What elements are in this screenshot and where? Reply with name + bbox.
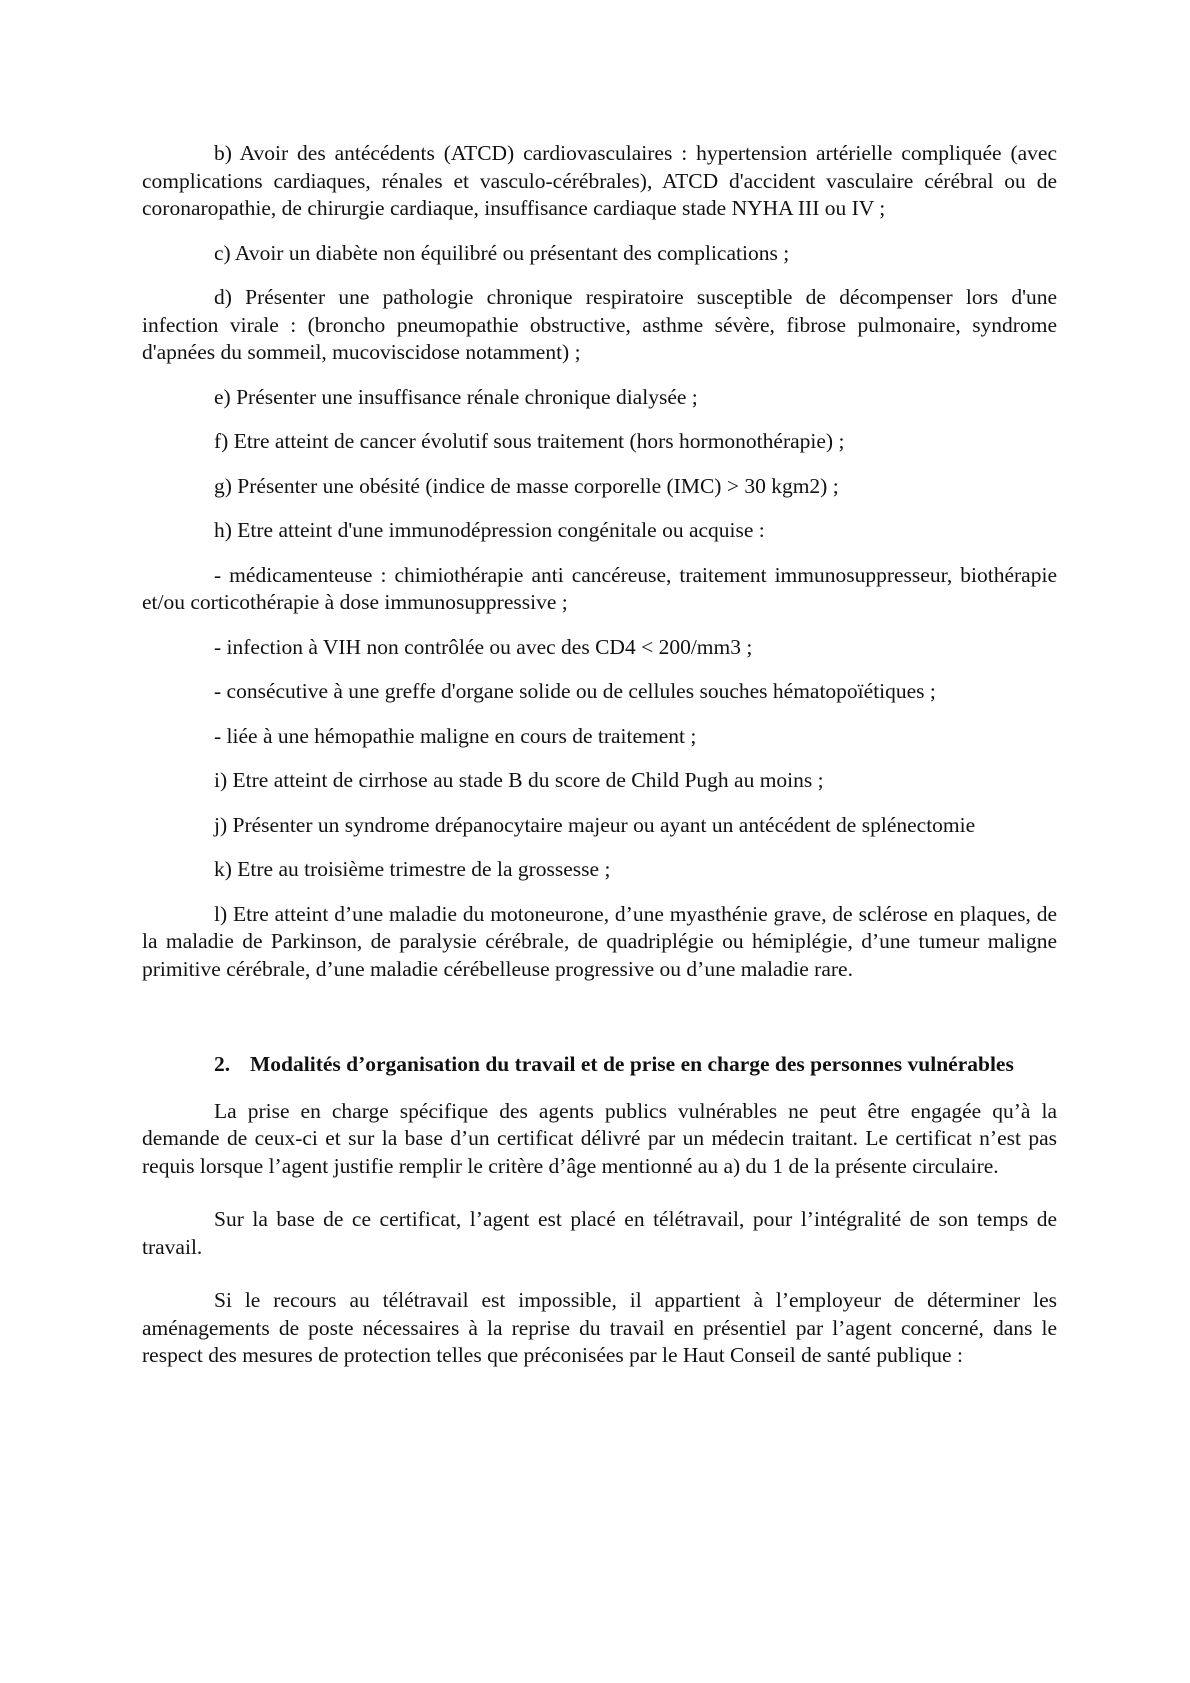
criterion-h: h) Etre atteint d'une immunodépression congénitale ou acquise : [214,518,765,542]
criterion-e: e) Présenter une insuffisance rénale chronique dialysée ; [214,384,698,409]
body-paragraph: Sur la base de ce certificat, l’agent est placé en télétravail, pour l’intégralité de son temps de travail. [142,1207,1057,1259]
criterion-d: d) Présenter une pathologie chronique respiratoire susceptible de décompenser lors d'une infection virale : (broncho pneumopathie obstructive, asthme sévère, fibrose pulmonaire, syndrome d'apnées du sommeil, mucoviscidose notamment) ; [142,285,1057,364]
criterion-f: f) Etre atteint de cancer évolutif sous traitement (hors hormonothérapie) ; [214,429,845,453]
document-page [142,140,1057,1370]
body-paragraph: Si le recours au télétravail est impossible, il appartient à l’employeur de déterminer les aménagements de poste nécessaires à la reprise du travail en présentiel par l’agent concerné, dans le respect des mesures de protection telles que préconisées par le Haut Conseil de santé publique : [142,1288,1057,1367]
criterion-g: g) Présenter une obésité (indice de masse corporelle (IMC) > 30 kgm2) ; [214,473,839,498]
criterion-h-item: - médicamenteuse : chimiothérapie anti cancéreuse, traitement immunosuppresseur, biothérapie et/ou corticothérapie à dose immunosuppressive ; [142,562,1057,614]
criterion-k: k) Etre au troisième trimestre de la grossesse ; [214,857,611,881]
body-paragraph: La prise en charge spécifique des agents publics vulnérables ne peut être engagée qu’à la demande de ceux-ci et sur la base d’un certificat délivré par un médecin traitant. Le certificat n’est pas requis lorsque l’agent justifie remplir le critère d’âge mentionné au a) du 1 de la présente circulaire. [142,1098,1057,1178]
section-heading [142,1051,1057,1079]
criterion-l: l) Etre atteint d’une maladie du motoneurone, d’une myasthénie grave, de sclérose en plaques, de la maladie de Parkinson, de paralysie cérébrale, de quadriplégie ou hémiplégie, d’une tumeur maligne primitive cérébrale, d’une maladie cérébelleuse progressive ou d’une maladie rare. [142,901,1057,981]
criterion-c: c) Avoir un diabète non équilibré ou présentant des complications ; [214,240,790,265]
criterion-j: j) Présenter un syndrome drépanocytaire majeur ou ayant un antécédent de splénectomie [214,812,976,837]
section-number: 2. [214,1052,231,1076]
section-title: Modalités d’organisation du travail et de prise en charge des personnes vulnérables [250,1052,1014,1076]
criterion-h-item: - consécutive à une greffe d'organe solide ou de cellules souches hématopoïétiques ; [214,679,936,703]
criterion-h-item: - infection à VIH non contrôlée ou avec des CD4 < 200/mm3 ; [214,634,753,659]
criterion-h-item: - liée à une hémopathie maligne en cours de traitement ; [214,723,697,748]
criterion-b: b) Avoir des antécédents (ATCD) cardiovasculaires : hypertension artérielle compliquée (avec complications cardiaques, rénales et vasculo-cérébrales), ATCD d'accident vasculaire cérébral ou de coronaropathie, de chirurgie cardiaque, insuffisance cardiaque stade NYHA III ou IV ; [142,141,1057,220]
criterion-i: i) Etre atteint de cirrhose au stade B du score de Child Pugh au moins ; [214,768,824,792]
